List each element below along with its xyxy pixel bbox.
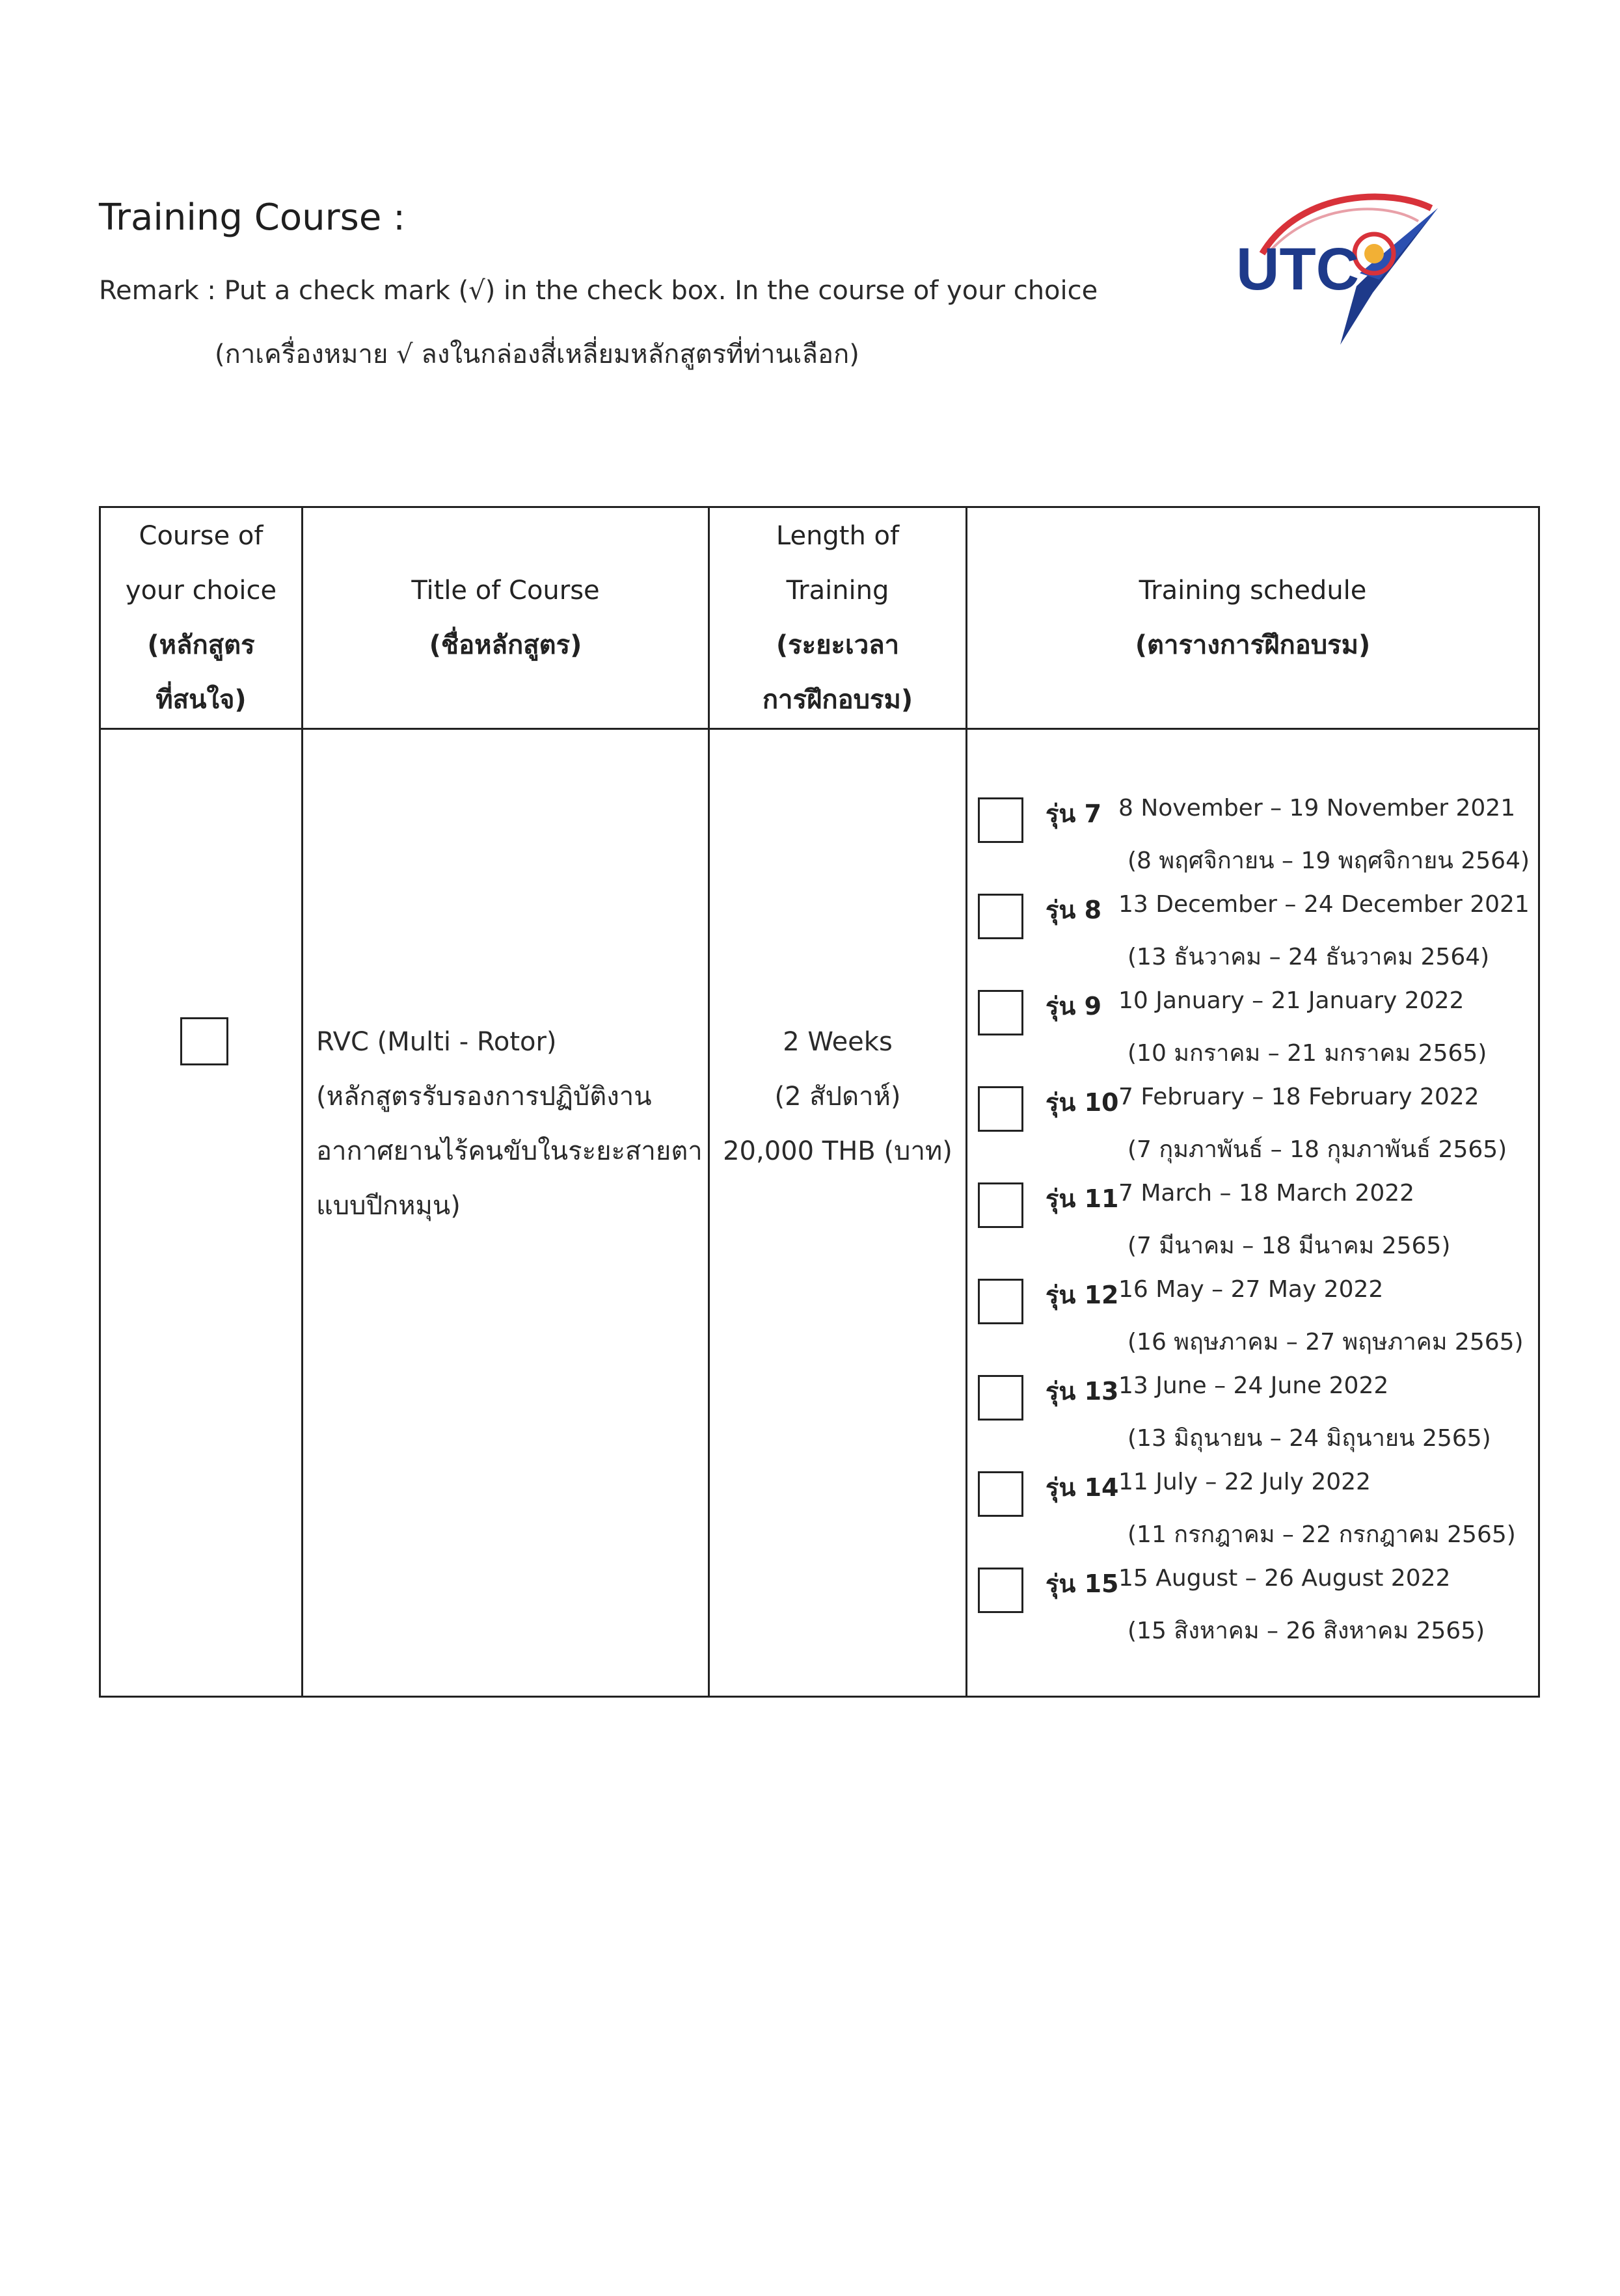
course-choice-checkbox[interactable] xyxy=(180,1017,228,1065)
header-title-of-course: Title of Course (ชื่อหลักสูตร) xyxy=(303,507,709,729)
schedule-checkbox[interactable] xyxy=(978,1471,1023,1517)
header-course-of-choice: Course of your choice (หลักสูตร ที่สนใจ) xyxy=(100,507,303,729)
schedule-checkbox[interactable] xyxy=(978,1086,1023,1132)
course-table xyxy=(99,506,1540,1698)
schedule-checkbox[interactable] xyxy=(978,990,1023,1035)
schedule-checkbox[interactable] xyxy=(978,1279,1023,1324)
schedule-checkbox[interactable] xyxy=(978,1568,1023,1613)
course-choice-cell xyxy=(100,729,303,1697)
header-length-of-training: Length of Training (ระยะเวลา การฝึกอบรม) xyxy=(709,507,967,729)
schedule-checkbox[interactable] xyxy=(978,894,1023,939)
course-length-cell xyxy=(709,729,967,1697)
schedule-item-batch-8: รุ่น 8 13 December – 24 December 2021 (13 ธันวาคม – 24 ธันวาคม 2564) xyxy=(967,886,1540,982)
remark-thai: (กาเครื่องหมาย √ ลงในกล่องสี่เหลี่ยมหลักสูตรที่ท่านเลือก) xyxy=(215,340,859,369)
schedule-checkbox[interactable] xyxy=(978,1375,1023,1421)
course-title: RVC (Multi - Rotor) (หลักสูตรรับรองการปฏิบัติงาน อากาศยานไร้คนขับในระยะสายตา แบบปีกหมุน) xyxy=(316,1027,703,1221)
schedule-item-batch-9: รุ่น 9 10 January – 21 January 2022 (10 มกราคม – 21 มกราคม 2565) xyxy=(967,982,1540,1078)
course-length: 2 Weeks (2 สัปดาห์) 20,000 THB (บาท) xyxy=(723,1027,952,1166)
course-row xyxy=(100,729,1539,1697)
schedule-item-batch-14: รุ่น 14 11 July – 22 July 2022 (11 กรกฎาคม – 22 กรกฎาคม 2565) xyxy=(967,1463,1540,1560)
utc-logo xyxy=(1223,182,1444,351)
schedule-cell xyxy=(967,729,1539,1697)
schedule-checkbox[interactable] xyxy=(978,1182,1023,1228)
schedule-item-batch-15: รุ่น 15 15 August – 26 August 2022 (15 สิงหาคม – 26 สิงหาคม 2565) xyxy=(967,1560,1540,1656)
header-training-schedule: Training schedule (ตารางการฝึกอบรม) xyxy=(967,507,1539,729)
schedule-item-batch-11: รุ่น 11 7 March – 18 March 2022 (7 มีนาคม – 18 มีนาคม 2565) xyxy=(967,1175,1540,1271)
schedule-item-batch-10: รุ่น 10 7 February – 18 February 2022 (7 กุมภาพันธ์ – 18 กุมภาพันธ์ 2565) xyxy=(967,1078,1540,1175)
svg-text:UTC: UTC xyxy=(1236,236,1360,302)
schedule-checkbox[interactable] xyxy=(978,797,1023,843)
schedule-item-batch-13: รุ่น 13 13 June – 24 June 2022 (13 มิถุนายน – 24 มิถุนายน 2565) xyxy=(967,1367,1540,1463)
remark-english: Remark : Put a check mark (√) in the check box. In the course of your choice xyxy=(99,276,1098,306)
schedule-item-batch-7: รุ่น 7 8 November – 19 November 2021 (8 พฤศจิกายน – 19 พฤศจิกายน 2564) xyxy=(967,790,1540,886)
schedule-item-batch-12: รุ่น 12 16 May – 27 May 2022 (16 พฤษภาคม – 27 พฤษภาคม 2565) xyxy=(967,1271,1540,1367)
page-title: Training Course : xyxy=(99,196,405,239)
header-row xyxy=(100,507,1539,729)
course-title-cell xyxy=(303,729,709,1697)
